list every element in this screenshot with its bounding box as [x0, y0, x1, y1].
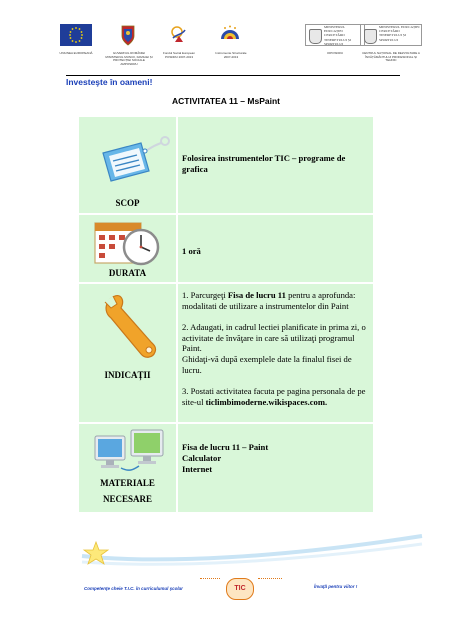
instruction-2: 2. Adaugati, in cadrul lectiei planificate in prima zi, o activitate de învăţare in care să utilizaţi programul Paint. [182, 322, 366, 354]
pos-logo-icon [219, 24, 241, 46]
wrench-icon [101, 292, 163, 362]
table-row-durata [79, 215, 373, 282]
table-row-scop [79, 117, 373, 213]
footer-swoosh [80, 534, 424, 574]
footer-right-text: Învaţă pentru viitor ! [314, 584, 358, 589]
motto: Investeşte în oameni! [66, 77, 153, 87]
page-title: ACTIVITATEA 11 – MsPaint [171, 96, 280, 106]
eu-flag-caption: UNIUNEA EUROPEANĂ [59, 51, 93, 55]
ministry-caption: OIPOSDRU [326, 51, 343, 55]
computers-icon [93, 426, 167, 476]
material-item: Calculator [182, 453, 222, 463]
pos-caption: Instrumente Structurale 2007-2013 [215, 51, 247, 59]
footer-dots-right [258, 578, 282, 579]
eu-flag-icon [60, 24, 92, 46]
tic-logo: TIC [226, 578, 254, 600]
footer-left-text: Competenţe cheie T.I.C. în curriculumul şcolar [84, 586, 183, 591]
government-crest-icon [121, 24, 135, 46]
row-label-2: NECESARE [102, 494, 152, 504]
ministry-seal-icon [309, 29, 322, 44]
label-cell [79, 215, 176, 282]
row-label: MATERIALE [100, 478, 155, 488]
content-cell [178, 215, 373, 282]
table-row-indicatii [79, 284, 373, 422]
instruction-3: 3. Postati activitatea facuta pe pagina personala de pe site-ul ticlimbimoderne.wikispaces.com. [182, 386, 366, 407]
ministry-education-logo: MINISTERUL EDUCAȚIEI CERCETĂRII TINERETULUI ȘI SPORTULUI [305, 24, 365, 46]
header-divider [66, 75, 400, 76]
row-label: DURATA [108, 268, 147, 278]
table-row-materiale [79, 424, 373, 512]
fse-logo-icon [169, 24, 189, 46]
content-cell [178, 424, 373, 512]
material-item: Internet [182, 464, 213, 474]
row-text: Folosirea instrumentelor TIC – programe de grafica [182, 153, 346, 174]
content-cell [178, 117, 373, 213]
tag-icon [95, 131, 173, 189]
row-text: 1 oră [182, 246, 201, 256]
fse-caption: Fondul Social European POSDRU 2007-2013 [162, 51, 196, 59]
content-cell [178, 284, 373, 422]
label-cell [79, 424, 176, 512]
row-label: INDICAȚII [104, 370, 151, 380]
footer-dots-left [200, 578, 220, 579]
material-item: Fisa de lucru 11 – Paint [182, 442, 269, 452]
row-label: SCOP [115, 198, 140, 208]
label-cell [79, 284, 176, 422]
ministry-education-logo-2: MINISTERUL EDUCAȚIEI CERCETĂRII TINERETULUI ȘI SPORTULUI [360, 24, 422, 46]
ministry-seal-icon-2 [364, 29, 377, 44]
cndipt-caption: CENTRUL NAȚIONAL DE DEZVOLTARE A ÎNVĂȚĂMÂNTULUI PROFESIONAL ȘI TEHNIC [362, 51, 420, 63]
instruction-1: 1. Parcurgeţi Fisa de lucru 11 pentru a aprofunda: modalitati de utilizare a instrumentelor din Paint [182, 290, 356, 311]
calendar-clock-icon [93, 219, 165, 271]
label-cell [79, 117, 176, 213]
government-caption: GUVERNUL ROMÂNIEI MINISTERUL MUNCII, FAMILIEI ȘI PROTECȚIEI SOCIALE AMPOSDRU [105, 51, 153, 66]
instruction-2b: Ghidaţi-vă după exemplele date la finalul fisei de lucru. [182, 354, 352, 375]
